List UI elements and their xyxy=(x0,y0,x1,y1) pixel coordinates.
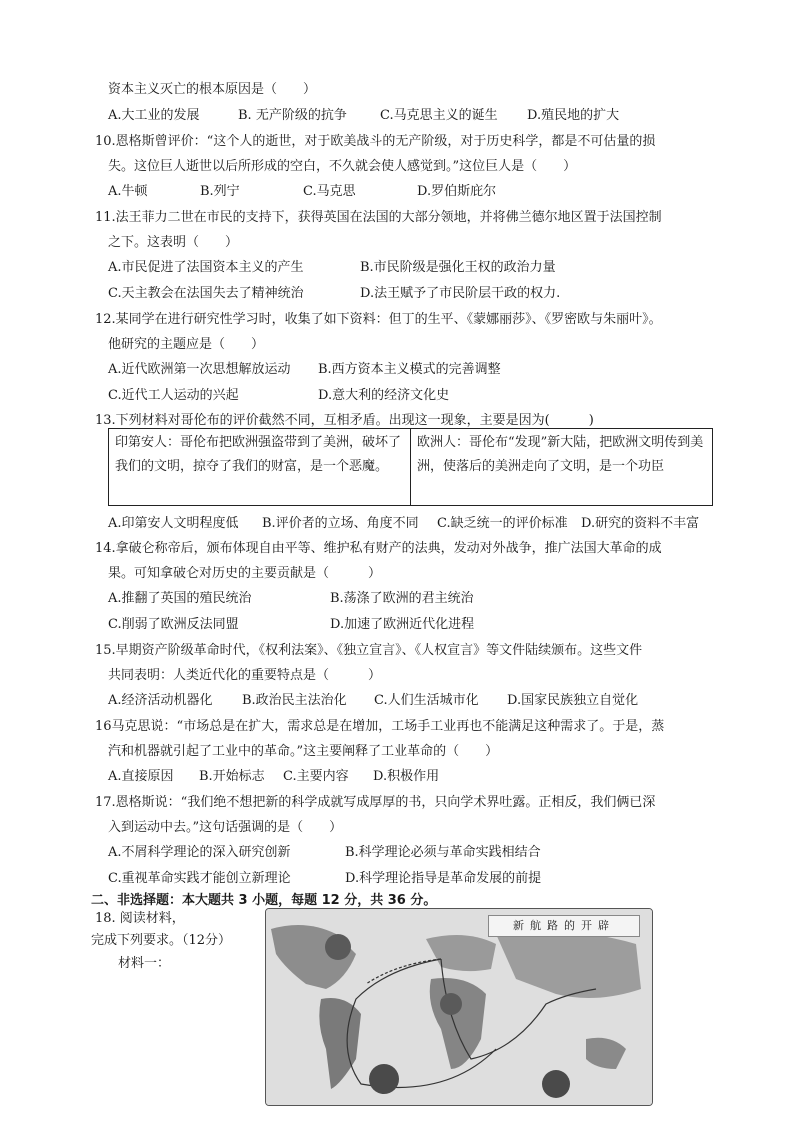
q14-stem-line1: 14.拿破仑称帝后，颁布体现自由平等、维护私有财产的法典，发动对外战争，推广法国大革命的成 xyxy=(95,541,662,556)
q13-stem: 13.下列材料对哥伦布的评价截然不同，互相矛盾。出现这一现象，主要是因为( ) xyxy=(95,413,594,428)
q13-indian-view: 印第安人：哥伦布把欧洲强盗带到了美洲，破坏了我们的文明，掠夺了我们的财富，是一个恶魔。 xyxy=(109,429,411,506)
q17-stem-line2: 入到运动中去。”这句话强调的是（ ） xyxy=(108,820,343,835)
q16-stem-line2: 汽和机器就引起了工业中的革命。”这主要阐释了工业革命的（ ） xyxy=(108,744,499,759)
q17-stem-line1: 17.恩格斯说：“我们绝不想把新的科学成就写成厚厚的书，只向学术界吐露。正相反，我们俩已深 xyxy=(95,795,656,810)
map-title: 新航路的开辟 xyxy=(488,915,640,937)
q18-stem-line2: 完成下列要求。（12分） xyxy=(91,933,232,948)
q14-option-c[interactable]: C.削弱了欧洲反法同盟 xyxy=(108,617,239,632)
q10-option-c[interactable]: C.马克思 xyxy=(303,184,356,199)
q14-option-b[interactable]: B.荡涤了欧洲的君主统治 xyxy=(330,591,474,606)
q12-option-a[interactable]: A.近代欧洲第一次思想解放运动 xyxy=(108,362,291,377)
q11-option-b[interactable]: B.市民阶级是强化王权的政治力量 xyxy=(360,260,556,275)
q17-option-c[interactable]: C.重视革命实践才能创立新理论 xyxy=(108,871,291,886)
q12-stem-line2: 他研究的主题应是（ ） xyxy=(108,337,265,352)
q17-option-d[interactable]: D.科学理论指导是革命发展的前提 xyxy=(345,871,542,886)
q15-stem-line2: 共同表明：人类近代化的重要特点是（ ） xyxy=(108,668,382,683)
q15-option-b[interactable]: B.政治民主法治化 xyxy=(242,693,347,708)
q11-option-d[interactable]: D.法王赋予了市民阶层干政的权力. xyxy=(360,286,561,301)
q9-option-c[interactable]: C.马克思主义的诞生 xyxy=(380,108,498,123)
q15-stem-line1: 15.早期资产阶级革命时代，《权利法案》、《独立宣言》、《人权宣言》等文件陆续颁布。这些文件 xyxy=(95,643,643,658)
q15-option-c[interactable]: C.人们生活城市化 xyxy=(374,693,479,708)
q18-material-label: 材料一： xyxy=(118,956,171,971)
q17-option-a[interactable]: A.不屑科学理论的深入研究创新 xyxy=(108,845,291,860)
q13-option-b[interactable]: B.评价者的立场、角度不同 xyxy=(262,516,419,531)
new-sea-routes-map xyxy=(265,908,653,1106)
q12-option-d[interactable]: D.意大利的经济文化史 xyxy=(318,388,450,403)
world-map-illustration xyxy=(266,909,652,1105)
q11-option-c[interactable]: C.天主教会在法国失去了精神统治 xyxy=(108,286,304,301)
q14-option-d[interactable]: D.加速了欧洲近代化进程 xyxy=(330,617,475,632)
q10-stem-line2: 失。这位巨人逝世以后所形成的空白，不久就会使人感觉到。”这位巨人是（ ） xyxy=(108,159,577,174)
q9-option-d[interactable]: D.殖民地的扩大 xyxy=(527,108,620,123)
q9-stem: 资本主义灭亡的根本原因是（ ） xyxy=(108,82,317,97)
q10-option-d[interactable]: D.罗伯斯庇尔 xyxy=(417,184,497,199)
q11-option-a[interactable]: A.市民促进了法国资本主义的产生 xyxy=(108,260,304,275)
q17-option-b[interactable]: B.科学理论必须与革命实践相结合 xyxy=(345,845,541,860)
q16-stem-line1: 16马克思说：“市场总是在扩大，需求总是在增加，工场手工业再也不能满足这种需求了。于是，蒸 xyxy=(95,719,665,734)
q12-stem-line1: 12.某同学在进行研究性学习时，收集了如下资料：但丁的生平、《蒙娜丽莎》、《罗密欧与朱丽叶》。 xyxy=(95,312,662,327)
q12-option-b[interactable]: B.西方资本主义模式的完善调整 xyxy=(318,362,501,377)
q11-stem-line2: 之下。这表明（ ） xyxy=(108,235,239,250)
q13-option-a[interactable]: A.印第安人文明程度低 xyxy=(108,516,239,531)
q15-option-a[interactable]: A.经济活动机器化 xyxy=(108,693,213,708)
q18-stem-line1: 18. 阅读材料， xyxy=(95,911,185,926)
q13-option-c[interactable]: C.缺乏统一的评价标准 xyxy=(437,516,568,531)
q9-option-b[interactable]: B. 无产阶级的抗争 xyxy=(238,108,347,123)
q10-stem-line1: 10.恩格斯曾评价：“这个人的逝世，对于欧美战斗的无产阶级，对于历史科学，都是不可估量的损 xyxy=(95,134,656,149)
q14-option-a[interactable]: A.推翻了英国的殖民统治 xyxy=(108,591,252,606)
q15-option-d[interactable]: D.国家民族独立自觉化 xyxy=(507,693,639,708)
q14-stem-line2: 果。可知拿破仑对历史的主要贡献是（ ） xyxy=(108,566,382,581)
q16-option-d[interactable]: D.积极作用 xyxy=(373,769,440,784)
q16-option-b[interactable]: B.开始标志 xyxy=(199,769,265,784)
q11-stem-line1: 11.法王菲力二世在市民的支持下，获得英国在法国的大部分领地，并将佛兰德尔地区置于法国控制 xyxy=(95,210,662,225)
q13-european-view: 欧洲人：哥伦布“发现”新大陆，把欧洲文明传到美洲，使落后的美洲走向了文明，是一个功臣 xyxy=(411,429,713,506)
q13-option-d[interactable]: D.研究的资料不丰富 xyxy=(581,516,700,531)
section-2-heading: 二、非选择题：本大题共 3 小题，每题 12 分，共 36 分。 xyxy=(91,893,437,908)
q16-option-a[interactable]: A.直接原因 xyxy=(108,769,174,784)
q10-option-a[interactable]: A.牛顿 xyxy=(108,184,148,199)
q16-option-c[interactable]: C.主要内容 xyxy=(283,769,349,784)
q12-option-c[interactable]: C.近代工人运动的兴起 xyxy=(108,388,239,403)
q9-option-a[interactable]: A.大工业的发展 xyxy=(108,108,200,123)
q13-material-table xyxy=(108,428,713,506)
q10-option-b[interactable]: B.列宁 xyxy=(200,184,240,199)
